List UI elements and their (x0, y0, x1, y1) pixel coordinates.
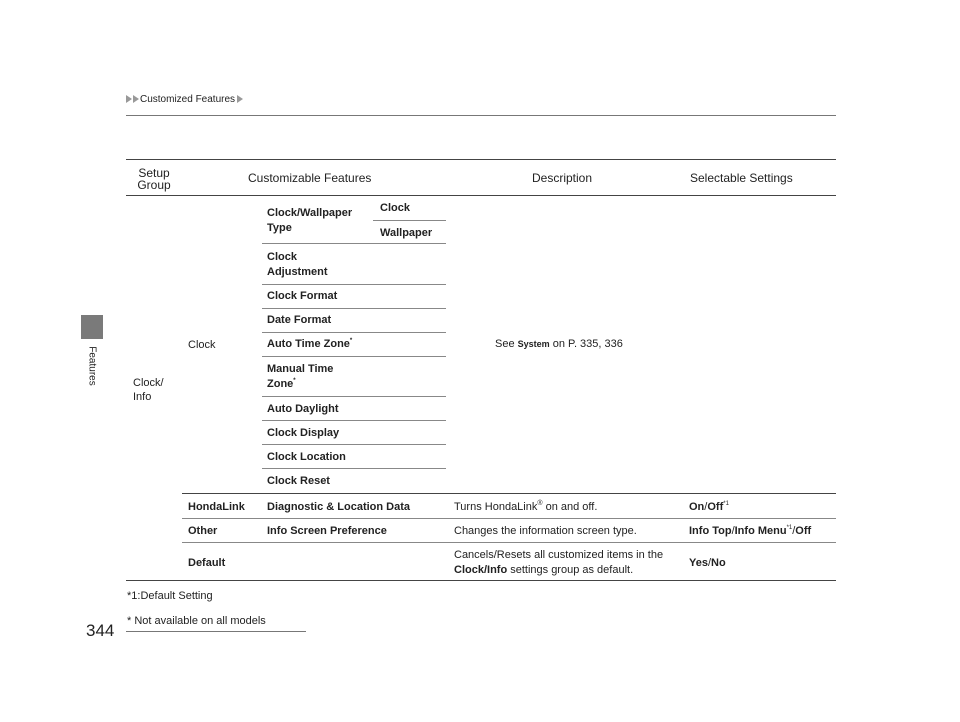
rule (262, 444, 446, 445)
rule (373, 220, 446, 221)
header-rule (126, 115, 836, 116)
item-date-format: Date Format (267, 314, 332, 326)
rule (262, 243, 446, 244)
default-mark: *1 (786, 525, 793, 531)
triangle-icon (126, 95, 132, 103)
item-clock-adjustment: Clock Adjustment (267, 251, 328, 278)
item-auto-daylight: Auto Daylight (267, 403, 339, 415)
default-mark: *1 (723, 501, 729, 507)
item-clock-wallpaper-type: Clock/Wallpaper Type (267, 207, 353, 234)
breadcrumb (126, 93, 244, 107)
group-other: Other (188, 525, 218, 537)
rule (262, 284, 446, 285)
page-number: 344 (86, 621, 115, 640)
header-setup-group: Setup Group (137, 166, 171, 192)
not-available-mark: * (293, 378, 296, 384)
rule (182, 518, 836, 519)
other-description: Changes the information screen type. (454, 525, 637, 537)
rule (262, 332, 446, 333)
breadcrumb-section[interactable]: Customized Features (140, 94, 236, 105)
system-link[interactable]: System (517, 339, 550, 349)
footnote-default-setting: *1:Default Setting (127, 590, 213, 602)
header-customizable-features: Customizable Features (248, 171, 372, 185)
side-tab-label: Features (86, 346, 98, 386)
not-available-mark: * (349, 338, 353, 344)
rule (262, 420, 446, 421)
item-auto-time-zone: Auto Time Zone* (267, 338, 353, 350)
table-top-rule (126, 159, 836, 160)
group-clock-info: Clock/ Info (133, 377, 164, 403)
triangle-icon (133, 95, 139, 103)
item-diagnostic-location-data: Diagnostic & Location Data (267, 501, 411, 513)
hondalink-description: Turns HondaLink® on and off. (454, 500, 598, 513)
triangle-icon (237, 95, 243, 103)
default-settings: Yes/No (689, 557, 726, 569)
group-default: Default (188, 557, 226, 569)
other-settings: Info Top/Info Menu$^{*1}$/Off (689, 525, 812, 537)
default-description: Cancels/Resets all customized items in the Clock/Info settings group as default. (454, 549, 664, 576)
hondalink-settings: On/Off$^{*1}$ (689, 501, 729, 513)
item-sub-wallpaper: Wallpaper (380, 227, 433, 239)
group-hondalink: HondaLink (188, 501, 245, 513)
header-selectable-settings: Selectable Settings (690, 171, 793, 185)
header-description: Description (532, 171, 593, 185)
item-clock-location: Clock Location (267, 451, 346, 463)
footer-rule (126, 631, 306, 632)
subgroup-clock: Clock (188, 339, 216, 351)
item-clock-reset: Clock Reset (267, 475, 330, 487)
item-clock-display: Clock Display (267, 427, 340, 439)
rule (262, 396, 446, 397)
rule (262, 356, 446, 357)
item-sub-clock: Clock (380, 202, 410, 214)
rule (262, 308, 446, 309)
rule (182, 542, 836, 543)
rule (182, 493, 836, 494)
table-bottom-rule (126, 580, 836, 581)
header-bottom-rule (126, 195, 836, 196)
item-manual-time-zone: Manual Time Zone* (267, 363, 334, 390)
rule (262, 468, 446, 469)
side-tab (81, 315, 103, 339)
footnote-not-available: * Not available on all models (127, 615, 266, 627)
clock-description: See System on P. 335, 336 (495, 338, 623, 350)
item-clock-format: Clock Format (267, 290, 338, 302)
item-info-screen-preference: Info Screen Preference (267, 525, 387, 537)
